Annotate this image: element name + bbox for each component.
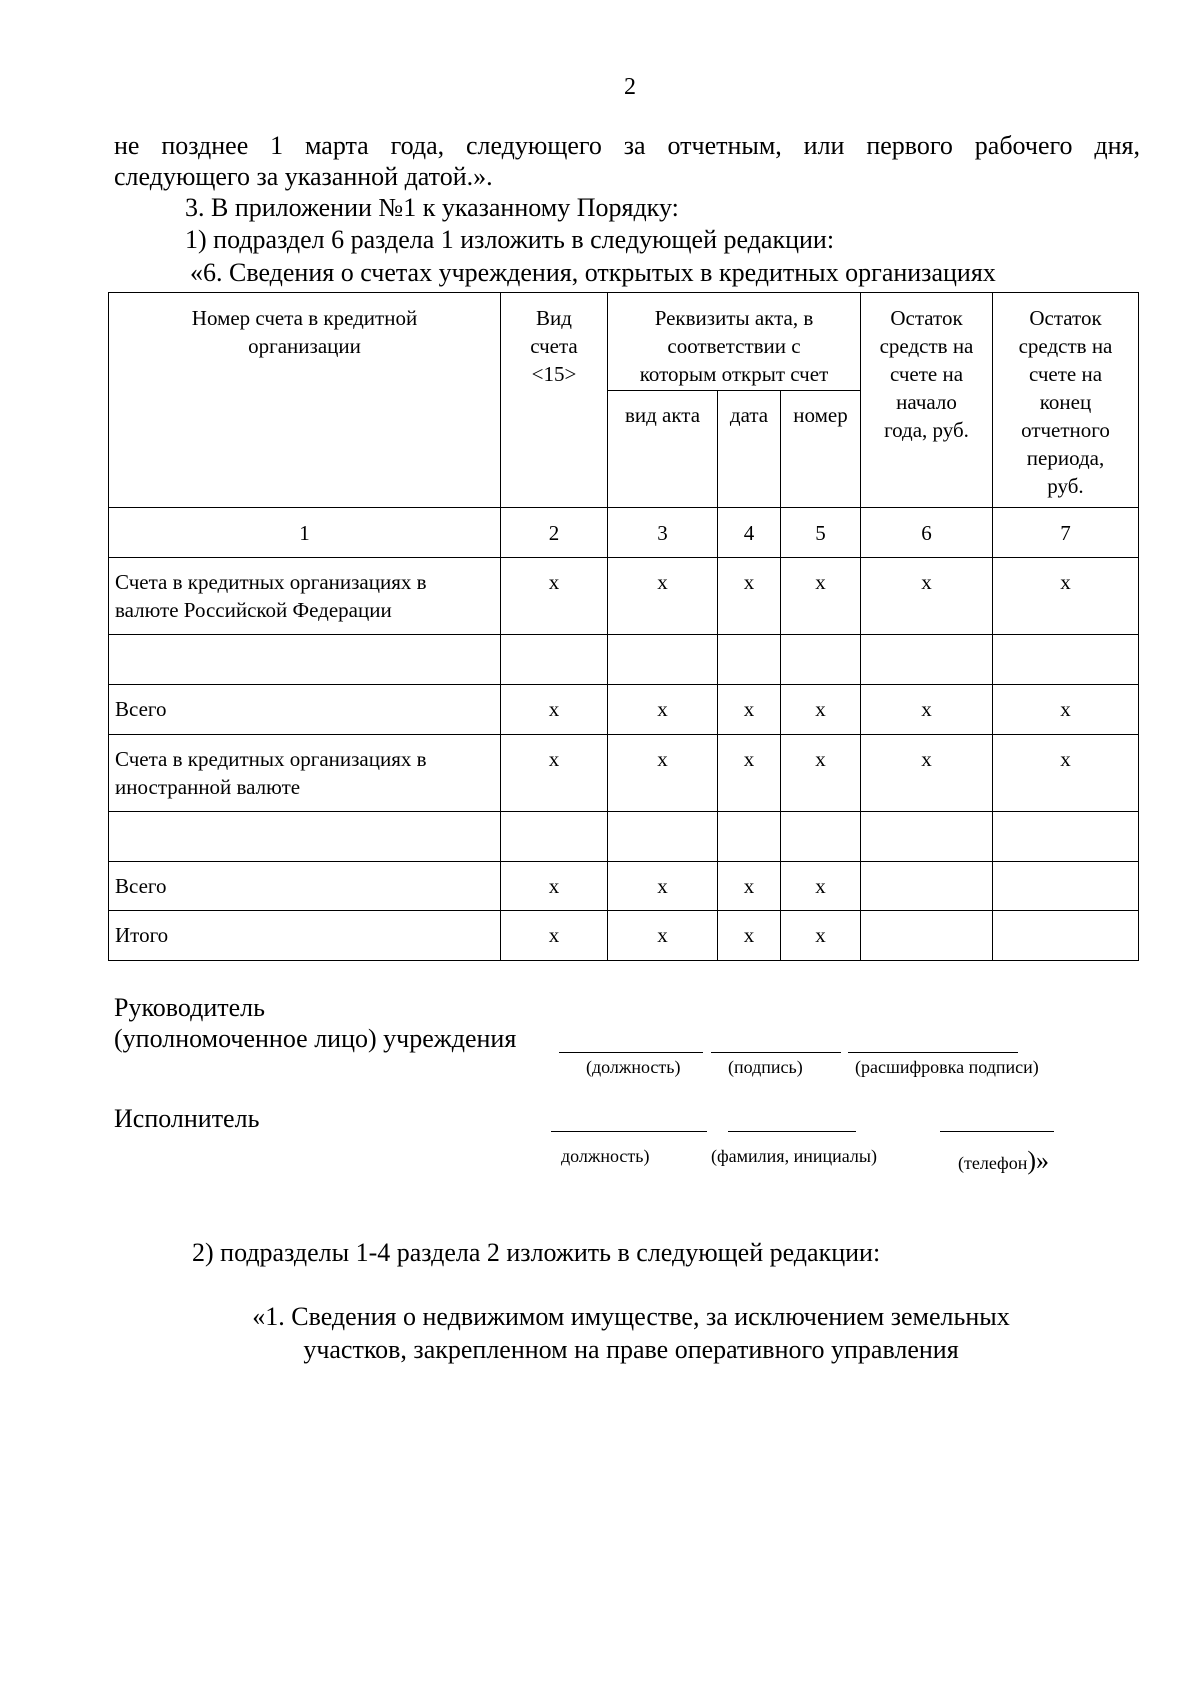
table-cell: x: [993, 558, 1139, 635]
item-3: 3. В приложении №1 к указанному Порядку:: [185, 193, 679, 222]
table-cell: x: [861, 558, 993, 635]
table-cell: [993, 812, 1139, 862]
table-cell: x: [861, 685, 993, 735]
table-cell: x: [608, 735, 718, 812]
column-number: 2: [501, 508, 608, 558]
executor-label: Исполнитель: [114, 1104, 260, 1133]
table-cell: x: [861, 735, 993, 812]
table-cell: [608, 812, 718, 862]
column-number: 7: [993, 508, 1139, 558]
position-signature-line: [559, 1052, 703, 1053]
table-row: [109, 812, 1139, 862]
table-cell: x: [718, 862, 781, 911]
item-3-1: 1) подраздел 6 раздела 1 изложить в следующей редакции:: [185, 225, 835, 254]
header-balance-end: Остаток средств на счете на конец отчетного периода, руб.: [993, 293, 1139, 508]
caption-executor-position: должность): [561, 1146, 650, 1166]
table-row: [109, 558, 1139, 635]
table-row: [109, 911, 1139, 961]
row-label: Всего: [109, 685, 501, 735]
row-label: [109, 635, 501, 685]
row-label: [109, 812, 501, 862]
closing-quote: )»: [1027, 1146, 1050, 1175]
caption-executor-phone: (телефон)»: [958, 1146, 1050, 1175]
column-number: 6: [861, 508, 993, 558]
header-act-type: вид акта: [608, 391, 718, 508]
table-cell: [861, 911, 993, 961]
table-cell: [781, 635, 861, 685]
table-cell: x: [993, 685, 1139, 735]
header-act-details: Реквизиты акта, в соответствии с которым открыт счет: [608, 293, 861, 391]
table-cell: x: [501, 685, 608, 735]
table-cell: x: [501, 911, 608, 961]
table-cell: x: [608, 685, 718, 735]
accounts-table: [108, 292, 1139, 961]
intro-line-2: следующего за указанной датой.».: [114, 162, 493, 191]
table-cell: [861, 635, 993, 685]
table-cell: [501, 635, 608, 685]
table-cell: [781, 812, 861, 862]
table-cell: [501, 812, 608, 862]
caption-executor-name: (фамилия, инициалы): [711, 1146, 877, 1166]
table-cell: x: [718, 558, 781, 635]
row-label: Всего: [109, 862, 501, 911]
head-title: Руководитель: [114, 993, 265, 1022]
table-cell: [993, 911, 1139, 961]
table-cell: [718, 635, 781, 685]
header-act-date: дата: [718, 391, 781, 508]
column-number-row: [109, 508, 1139, 558]
table-cell: x: [993, 735, 1139, 812]
table-cell: x: [608, 862, 718, 911]
table-cell: [861, 862, 993, 911]
item-2: 2) подразделы 1-4 раздела 2 изложить в следующей редакции:: [192, 1238, 881, 1267]
next-section-title-line-1: «1. Сведения о недвижимом имуществе, за исключением земельных: [252, 1302, 1010, 1331]
signature-decoding-line: [848, 1052, 1018, 1053]
header-account-type: Вид счета <15>: [501, 293, 608, 508]
signature-line: [711, 1052, 841, 1053]
table-cell: x: [608, 911, 718, 961]
table-cell: x: [501, 862, 608, 911]
table-cell: x: [781, 911, 861, 961]
table-cell: x: [718, 735, 781, 812]
column-number: 3: [608, 508, 718, 558]
executor-name-line: [728, 1131, 856, 1132]
next-section-title-line-2: участков, закрепленном на праве оперативного управления: [303, 1335, 959, 1364]
table-cell: x: [608, 558, 718, 635]
header-account-number: Номер счета в кредитной организации: [109, 293, 501, 508]
table-row: [109, 735, 1139, 812]
header-act-number: номер: [781, 391, 861, 508]
executor-position-line: [551, 1131, 707, 1132]
row-label: Счета в кредитных организациях в валюте Российской Федерации: [109, 558, 501, 635]
table-cell: [718, 812, 781, 862]
table-row: [109, 685, 1139, 735]
table-row: [109, 635, 1139, 685]
table-cell: x: [781, 735, 861, 812]
table-cell: x: [718, 685, 781, 735]
table-cell: [608, 635, 718, 685]
caption-signature-decoding: (расшифровка подписи): [855, 1057, 1039, 1077]
caption-signature: (подпись): [728, 1057, 803, 1077]
table-cell: x: [781, 862, 861, 911]
row-label: Счета в кредитных организациях в иностранной валюте: [109, 735, 501, 812]
page-number: 2: [624, 74, 636, 100]
table-cell: x: [781, 685, 861, 735]
table-cell: [993, 635, 1139, 685]
table-cell: x: [501, 735, 608, 812]
intro-line-1: не позднее 1 марта года, следующего за отчетным, или первого рабочего дня,: [114, 131, 1140, 160]
table-cell: x: [501, 558, 608, 635]
column-number: 1: [109, 508, 501, 558]
table-cell: x: [718, 911, 781, 961]
table-cell: [993, 862, 1139, 911]
column-number: 5: [781, 508, 861, 558]
executor-phone-line: [940, 1131, 1054, 1132]
table-row: [109, 862, 1139, 911]
table-cell: [861, 812, 993, 862]
header-balance-start: Остаток средств на счете на начало года, руб.: [861, 293, 993, 508]
caption-position: (должность): [586, 1057, 681, 1077]
section-title: «6. Сведения о счетах учреждения, открытых в кредитных организациях: [190, 258, 996, 287]
column-number: 4: [718, 508, 781, 558]
row-label: Итого: [109, 911, 501, 961]
head-subtitle: (уполномоченное лицо) учреждения: [114, 1024, 517, 1053]
table-cell: x: [781, 558, 861, 635]
